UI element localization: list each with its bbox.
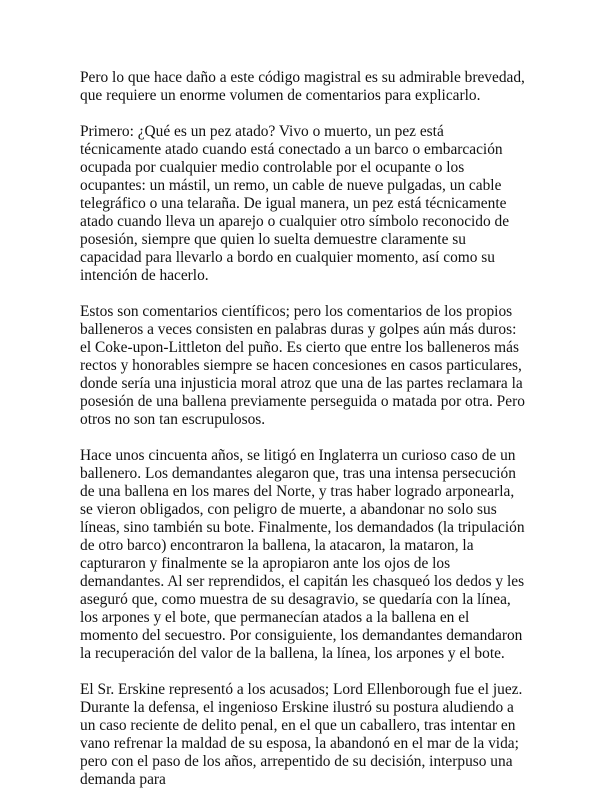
- document-page: [80, 69, 528, 807]
- paragraph-2: Primero: ¿Qué es un pez atado? Vivo o muerto, un pez está técnicamente atado cuando está conectado a un barco o embarcación ocupada por cualquier medio controlable por el ocupante o los ocupantes: un mástil, un remo, un cable de nueve pulgadas, un cable telegráfico o una telaraña. De igual manera, un pez está técnicamente atado cuando lleva un aparejo o cualquier otro símbolo reconocido de posesión, siempre que quien lo suelta demuestre claramente su capacidad para llevarlo a bordo en cualquier momento, así como su intención de hacerlo.: [80, 123, 510, 284]
- paragraph-5: El Sr. Erskine representó a los acusados; Lord Ellenborough fue el juez. Durante la defensa, el ingenioso Erskine ilustró su postura aludiendo a un caso reciente de delito penal, en el que un caballero, tras intentar en vano refrenar la maldad de su esposa, la abandonó en el mar de la vida; pero con el paso de los años, arrepentido de su decisión, interpuso una demanda para: [80, 681, 523, 788]
- paragraph-1: Pero lo que hace daño a este código magistral es su admirable brevedad, que requiere un enorme volumen de comentarios para explicarlo.: [80, 69, 525, 104]
- paragraph-4: Hace unos cincuenta años, se litigó en Inglaterra un curioso caso de un ballenero. Los demandantes alegaron que, tras una intensa persecución de una ballena en los mares del Norte, y tras haber logrado arponearla, se vieron obligados, con peligro de muerte, a abandonar no solo sus líneas, sino también su bote. Finalmente, los demandados (la tripulación de otro barco) encontraron la ballena, la atacaron, la mataron, la capturaron y finalmente se la apropiaron ante los ojos de los demandantes. Al ser reprendidos, el capitán les chasqueó los dedos y les aseguró que, como muestra de su desagravio, se quedaría con la línea, los arpones y el bote, que permanecían atados a la ballena en el momento del secuestro. Por consiguiente, los demandantes demandaron la recuperación del valor de la ballena, la línea, los arpones y el bote.: [80, 447, 525, 662]
- paragraph-3: Estos son comentarios científicos; pero los comentarios de los propios balleneros a veces consisten en palabras duras y golpes aún más duros: el Coke-upon-Littleton del puño. Es cierto que entre los balleneros más rectos y honorables siempre se hacen concesiones en casos particulares, donde sería una injusticia moral atroz que una de las partes reclamara la posesión de una ballena previamente perseguida o matada por otra. Pero otros no son tan escrupulosos.: [80, 303, 525, 428]
